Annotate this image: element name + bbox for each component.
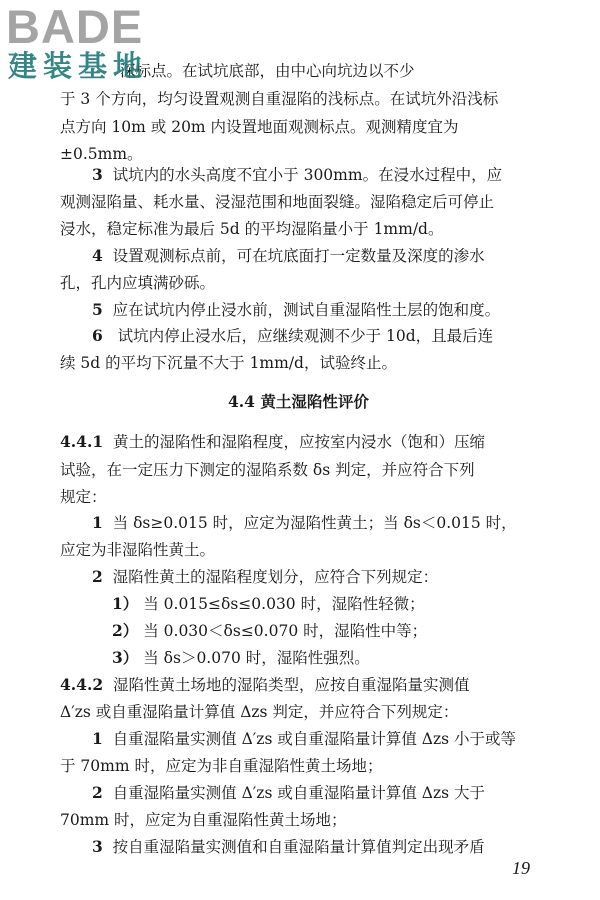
- watermark-logo: [6, 2, 148, 82]
- text-line: 于 3 个方向，均匀设置观测自重湿陷的浅标点。在试坑外沿浅标: [60, 90, 499, 108]
- text-line: 4.4.2 湿陷性黄土场地的湿陷类型，应按自重湿陷量实测值: [60, 675, 470, 694]
- text-line: 5 应在试坑内停止浸水前，测试自重湿陷性土层的饱和度。: [92, 300, 501, 319]
- text-line: 70mm 时，应定为自重湿陷性黄土场地；: [60, 811, 347, 829]
- text-line: 2 湿陷性黄土的湿陷程度划分，应符合下列规定：: [92, 567, 439, 586]
- section-heading: 4.4 黄土湿陷性评价: [228, 392, 369, 411]
- text-line: 孔，孔内应填满砂砾。: [60, 274, 216, 292]
- text-line: 规定：: [60, 488, 107, 506]
- text-line: 3 按自重湿陷量实测值和自重湿陷量计算值判定出现矛盾: [92, 837, 485, 856]
- text-line: 3） 当 δs＞0.070 时，湿陷性强烈。: [112, 648, 370, 667]
- text-line: 2） 当 0.030＜δs≤0.070 时，湿陷性中等；: [112, 621, 428, 640]
- text-line: 深标点。在试坑底部，由中心向坑边以不少: [120, 62, 415, 80]
- text-line: 试验，在一定压力下测定的湿陷系数 δs 判定，并应符合下列: [60, 461, 475, 479]
- text-line: 3 试坑内的水头高度不宜小于 300mm。在浸水过程中，应: [92, 165, 503, 184]
- text-line: 4 设置观测标点前，可在坑底面打一定数量及深度的渗水: [92, 246, 485, 265]
- text-line: 点方向 10m 或 20m 内设置地面观测标点。观测精度宜为: [60, 118, 459, 136]
- text-line: 于 70mm 时，应定为非自重湿陷性黄土场地；: [60, 757, 383, 775]
- text-line: 1 当 δs≥0.015 时，应定为湿陷性黄土；当 δs＜0.015 时，: [92, 513, 517, 532]
- text-line: 浸水，稳定标准为最后 5d 的平均湿陷量小于 1mm/d。: [60, 220, 444, 238]
- text-line: 续 5d 的平均下沉量不大于 1mm/d，试验终止。: [60, 354, 397, 372]
- watermark-subtitle: 建装基地: [8, 49, 149, 83]
- text-line: 1） 当 0.015≤δs≤0.030 时，湿陷性轻微；: [112, 594, 425, 613]
- watermark-brand: BADE: [6, 0, 144, 53]
- text-line: 4.4.1 黄土的湿陷性和湿陷程度，应按室内浸水（饱和）压缩: [60, 432, 486, 451]
- text-line: 1 自重湿陷量实测值 Δ′zs 或自重湿陷量计算值 Δzs 小于或等: [92, 729, 517, 748]
- page-number: 19: [512, 858, 530, 878]
- text-line: 2 自重湿陷量实测值 Δ′zs 或自重湿陷量计算值 Δzs 大于: [92, 783, 486, 802]
- text-line: ±0.5mm。: [60, 145, 143, 163]
- text-line: 应定为非湿陷性黄土。: [60, 541, 216, 559]
- text-line: 6 试坑内停止浸水后，应继续观测不少于 10d，且最后连: [92, 326, 494, 345]
- text-line: 观测湿陷量、耗水量、浸湿范围和地面裂缝。湿陷稳定后可停止: [60, 193, 495, 211]
- text-line: Δ′zs 或自重湿陷量计算值 Δzs 判定，并应符合下列规定：: [60, 703, 459, 721]
